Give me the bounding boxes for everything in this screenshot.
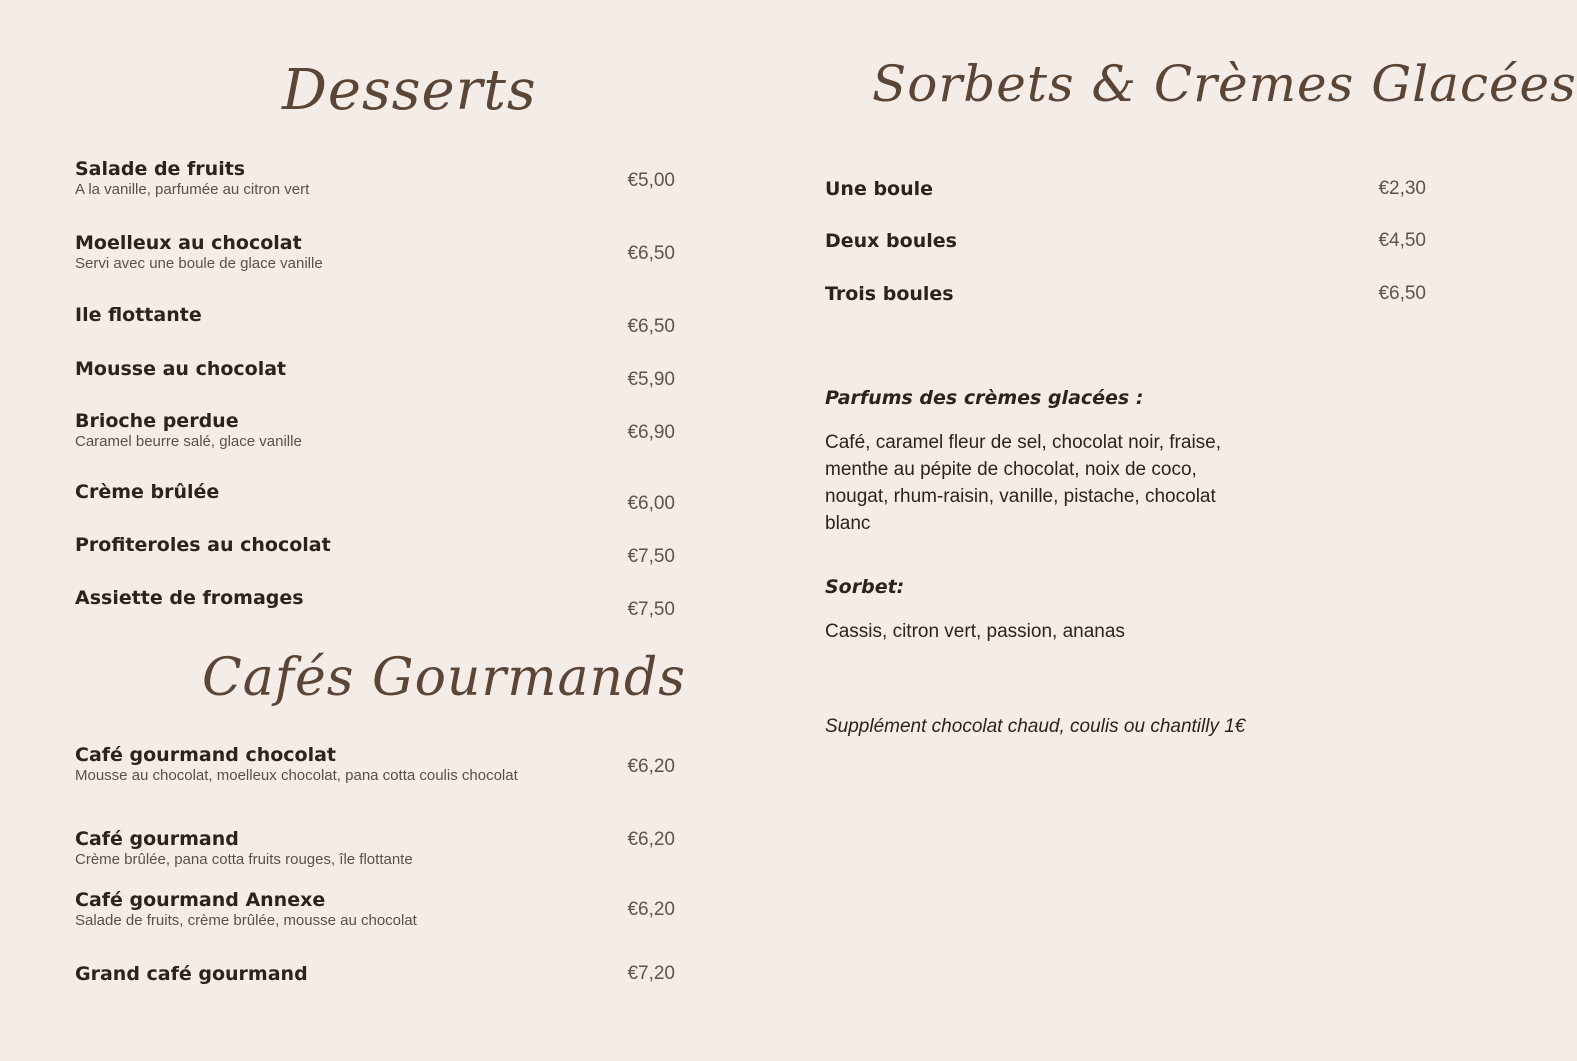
- desserts-title: Desserts: [282, 58, 537, 123]
- dessert-price: €5,90: [627, 369, 675, 390]
- dessert-name: Mousse au chocolat: [75, 358, 287, 380]
- dessert-price: €6,00: [627, 493, 675, 514]
- cafe-price: €6,20: [627, 899, 675, 920]
- dessert-price: €7,50: [627, 599, 675, 620]
- flavors-heading: Parfums des crèmes glacées :: [825, 387, 1144, 409]
- flavors-text: Café, caramel fleur de sel, chocolat noir, fraise, menthe au pépite de chocolat, noix de coco, nougat, rhum-raisin, vanille, pistache, chocolat blanc: [825, 432, 1222, 534]
- sorbet-option-price: €6,50: [1378, 283, 1426, 304]
- cafe-name: Café gourmand: [75, 828, 239, 850]
- sorbet-option-price: €4,50: [1378, 230, 1426, 251]
- sorbet-option-price: €2,30: [1378, 178, 1426, 199]
- dessert-name: Crème brûlée: [75, 481, 220, 503]
- sorbet-option-name: Trois boules: [825, 283, 954, 305]
- dessert-name: Salade de fruits: [75, 158, 246, 180]
- sorbet-option-name: Deux boules: [825, 230, 957, 252]
- cafe-price: €7,20: [627, 963, 675, 984]
- dessert-price: €6,90: [627, 422, 675, 443]
- sorbet-option-name: Une boule: [825, 178, 934, 200]
- cafe-desc: Crème brûlée, pana cotta fruits rouges, île flottante: [75, 851, 413, 868]
- cafes-title: Cafés Gourmands: [202, 648, 686, 708]
- dessert-desc: A la vanille, parfumée au citron vert: [75, 181, 310, 198]
- cafe-name: Café gourmand chocolat: [75, 744, 337, 766]
- cafe-price: €6,20: [627, 756, 675, 777]
- dessert-name: Ile flottante: [75, 304, 202, 326]
- dessert-name: Moelleux au chocolat: [75, 232, 302, 254]
- dessert-desc: Servi avec une boule de glace vanille: [75, 255, 323, 272]
- dessert-name: Brioche perdue: [75, 410, 239, 432]
- dessert-name: Profiteroles au chocolat: [75, 534, 331, 556]
- dessert-price: €7,50: [627, 546, 675, 567]
- dessert-price: €6,50: [627, 316, 675, 337]
- dessert-desc: Caramel beurre salé, glace vanille: [75, 433, 302, 450]
- cafe-desc: Mousse au chocolat, moelleux chocolat, pana cotta coulis chocolat: [75, 767, 518, 784]
- cafe-name: Grand café gourmand: [75, 963, 308, 985]
- dessert-price: €6,50: [627, 243, 675, 264]
- cafe-name: Café gourmand Annexe: [75, 889, 326, 911]
- sorbet-heading: Sorbet:: [825, 576, 905, 598]
- cafe-price: €6,20: [627, 829, 675, 850]
- supplement-note: Supplément chocolat chaud, coulis ou chantilly 1€: [825, 716, 1246, 737]
- sorbets-title: Sorbets & Crèmes Glacées: [872, 55, 1577, 113]
- dessert-price: €5,00: [627, 170, 675, 191]
- dessert-name: Assiette de fromages: [75, 587, 304, 609]
- sorbet-text: Cassis, citron vert, passion, ananas: [825, 621, 1125, 642]
- cafe-desc: Salade de fruits, crème brûlée, mousse au chocolat: [75, 912, 417, 929]
